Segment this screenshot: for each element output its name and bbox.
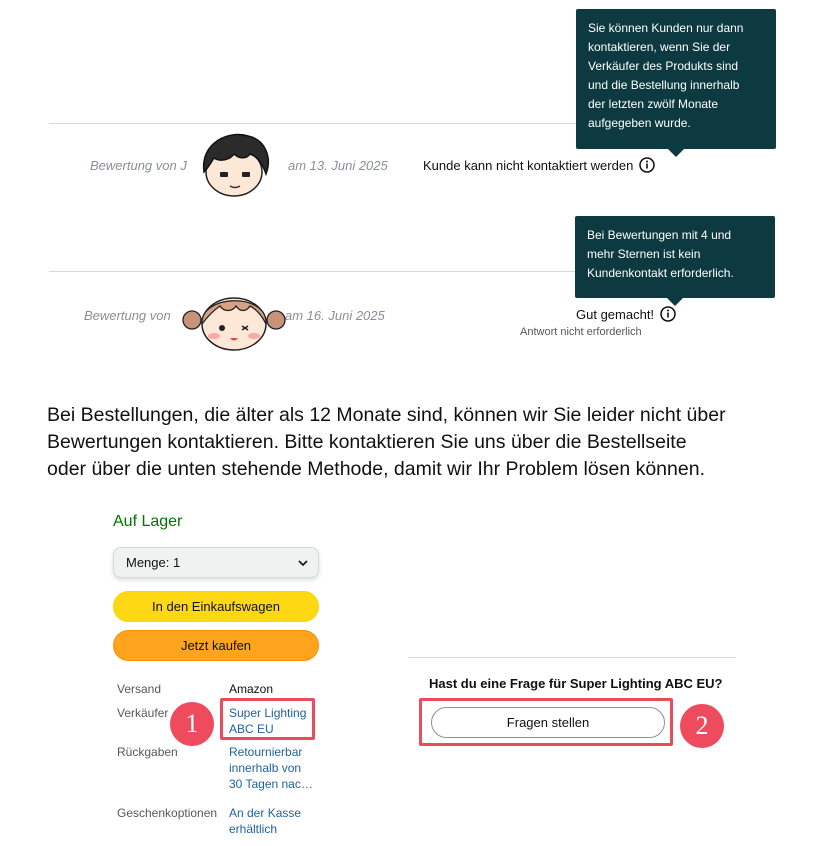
info-icon[interactable] xyxy=(660,306,676,322)
detail-label-seller: Verkäufer xyxy=(117,706,169,720)
tooltip-line: mehr Sternen ist kein xyxy=(587,247,701,261)
quantity-select[interactable] xyxy=(113,547,319,578)
divider xyxy=(49,123,577,124)
review-date-text: am 13. Juni 2025 xyxy=(288,158,388,173)
boy-avatar xyxy=(190,128,278,200)
detail-value-line: erhältlich xyxy=(229,822,278,836)
review-date-text: am 16. Juni 2025 xyxy=(285,308,385,323)
seller-highlight-box xyxy=(220,698,315,740)
tooltip-line: Bei Bewertungen mit 4 und xyxy=(587,228,732,242)
detail-value-line: Retournierbar xyxy=(229,745,303,759)
review-date xyxy=(288,158,388,173)
detail-value-line: An der Kasse xyxy=(229,806,302,820)
info-icon[interactable] xyxy=(639,157,655,173)
ask-question-button[interactable]: Fragen stellen xyxy=(431,707,665,738)
tooltip-line: Kundenkontakt erforderlich. xyxy=(587,266,734,280)
detail-label-gift: Geschenkoptionen xyxy=(117,806,218,820)
review-meta xyxy=(84,308,171,323)
notice-line: Bewertungen kontaktieren. Bitte kontaktieren Sie uns über die Bestellseite xyxy=(47,431,687,453)
notice-paragraph xyxy=(47,402,787,483)
tooltip-line: kontaktieren, wenn Sie der xyxy=(588,40,731,54)
tooltip-line: Verkäufer des Produkts sind xyxy=(588,59,739,73)
tooltip-line: aufgegeben wurde. xyxy=(588,116,691,130)
review-date xyxy=(285,308,385,323)
add-to-cart-button[interactable]: In den Einkaufswagen xyxy=(113,591,319,622)
detail-value-line: Super Lighting xyxy=(229,706,307,720)
detail-label-returns: Rückgaben xyxy=(117,745,178,759)
detail-value-shipping xyxy=(229,681,273,697)
gift-options-link[interactable] xyxy=(229,805,301,837)
response-status xyxy=(576,306,676,322)
divider xyxy=(49,271,577,272)
response-status-text: Gut gemacht! xyxy=(576,306,655,322)
contact-status-text: Kunde kann nicht kontaktiert werden xyxy=(423,157,634,173)
reviewer-prefix: Bewertung von xyxy=(84,308,171,323)
buy-now-button[interactable]: Jetzt kaufen xyxy=(113,630,319,661)
contact-status xyxy=(423,157,655,173)
returns-link[interactable] xyxy=(229,744,313,792)
tooltip-no-contact-needed xyxy=(575,216,775,298)
detail-value-line: 30 Tagen nac… xyxy=(229,777,313,791)
girl-avatar xyxy=(180,282,288,354)
response-subnote: Antwort nicht erforderlich xyxy=(520,326,642,338)
step-badge-2: 2 xyxy=(680,704,724,748)
reviewer-prefix: Bewertung von J xyxy=(90,158,187,173)
stock-status: Auf Lager xyxy=(113,513,183,530)
tooltip-line: der letzten zwölf Monate xyxy=(588,97,719,111)
step-badge-1: 1 xyxy=(170,702,214,746)
divider xyxy=(408,657,736,658)
detail-value-line: Amazon xyxy=(229,682,274,696)
detail-label-shipping: Versand xyxy=(117,682,162,696)
notice-line: oder über die unten stehende Methode, damit wir Ihr Problem lösen können. xyxy=(47,458,705,480)
review-meta xyxy=(90,158,187,173)
tooltip-contact-info xyxy=(576,9,776,149)
tooltip-line: und die Bestellung innerhalb xyxy=(588,78,740,92)
chevron-down-icon xyxy=(296,556,310,570)
detail-value-line: ABC EU xyxy=(229,722,274,736)
notice-line: Bei Bestellungen, die älter als 12 Monate sind, können wir Sie leider nicht über xyxy=(47,404,726,426)
tooltip-line: Sie können Kunden nur dann xyxy=(588,21,744,35)
question-heading: Hast du eine Frage für Super Lighting ABC EU? xyxy=(429,676,723,691)
quantity-value: Menge: 1 xyxy=(126,555,181,570)
detail-value-line: innerhalb von xyxy=(229,761,302,775)
